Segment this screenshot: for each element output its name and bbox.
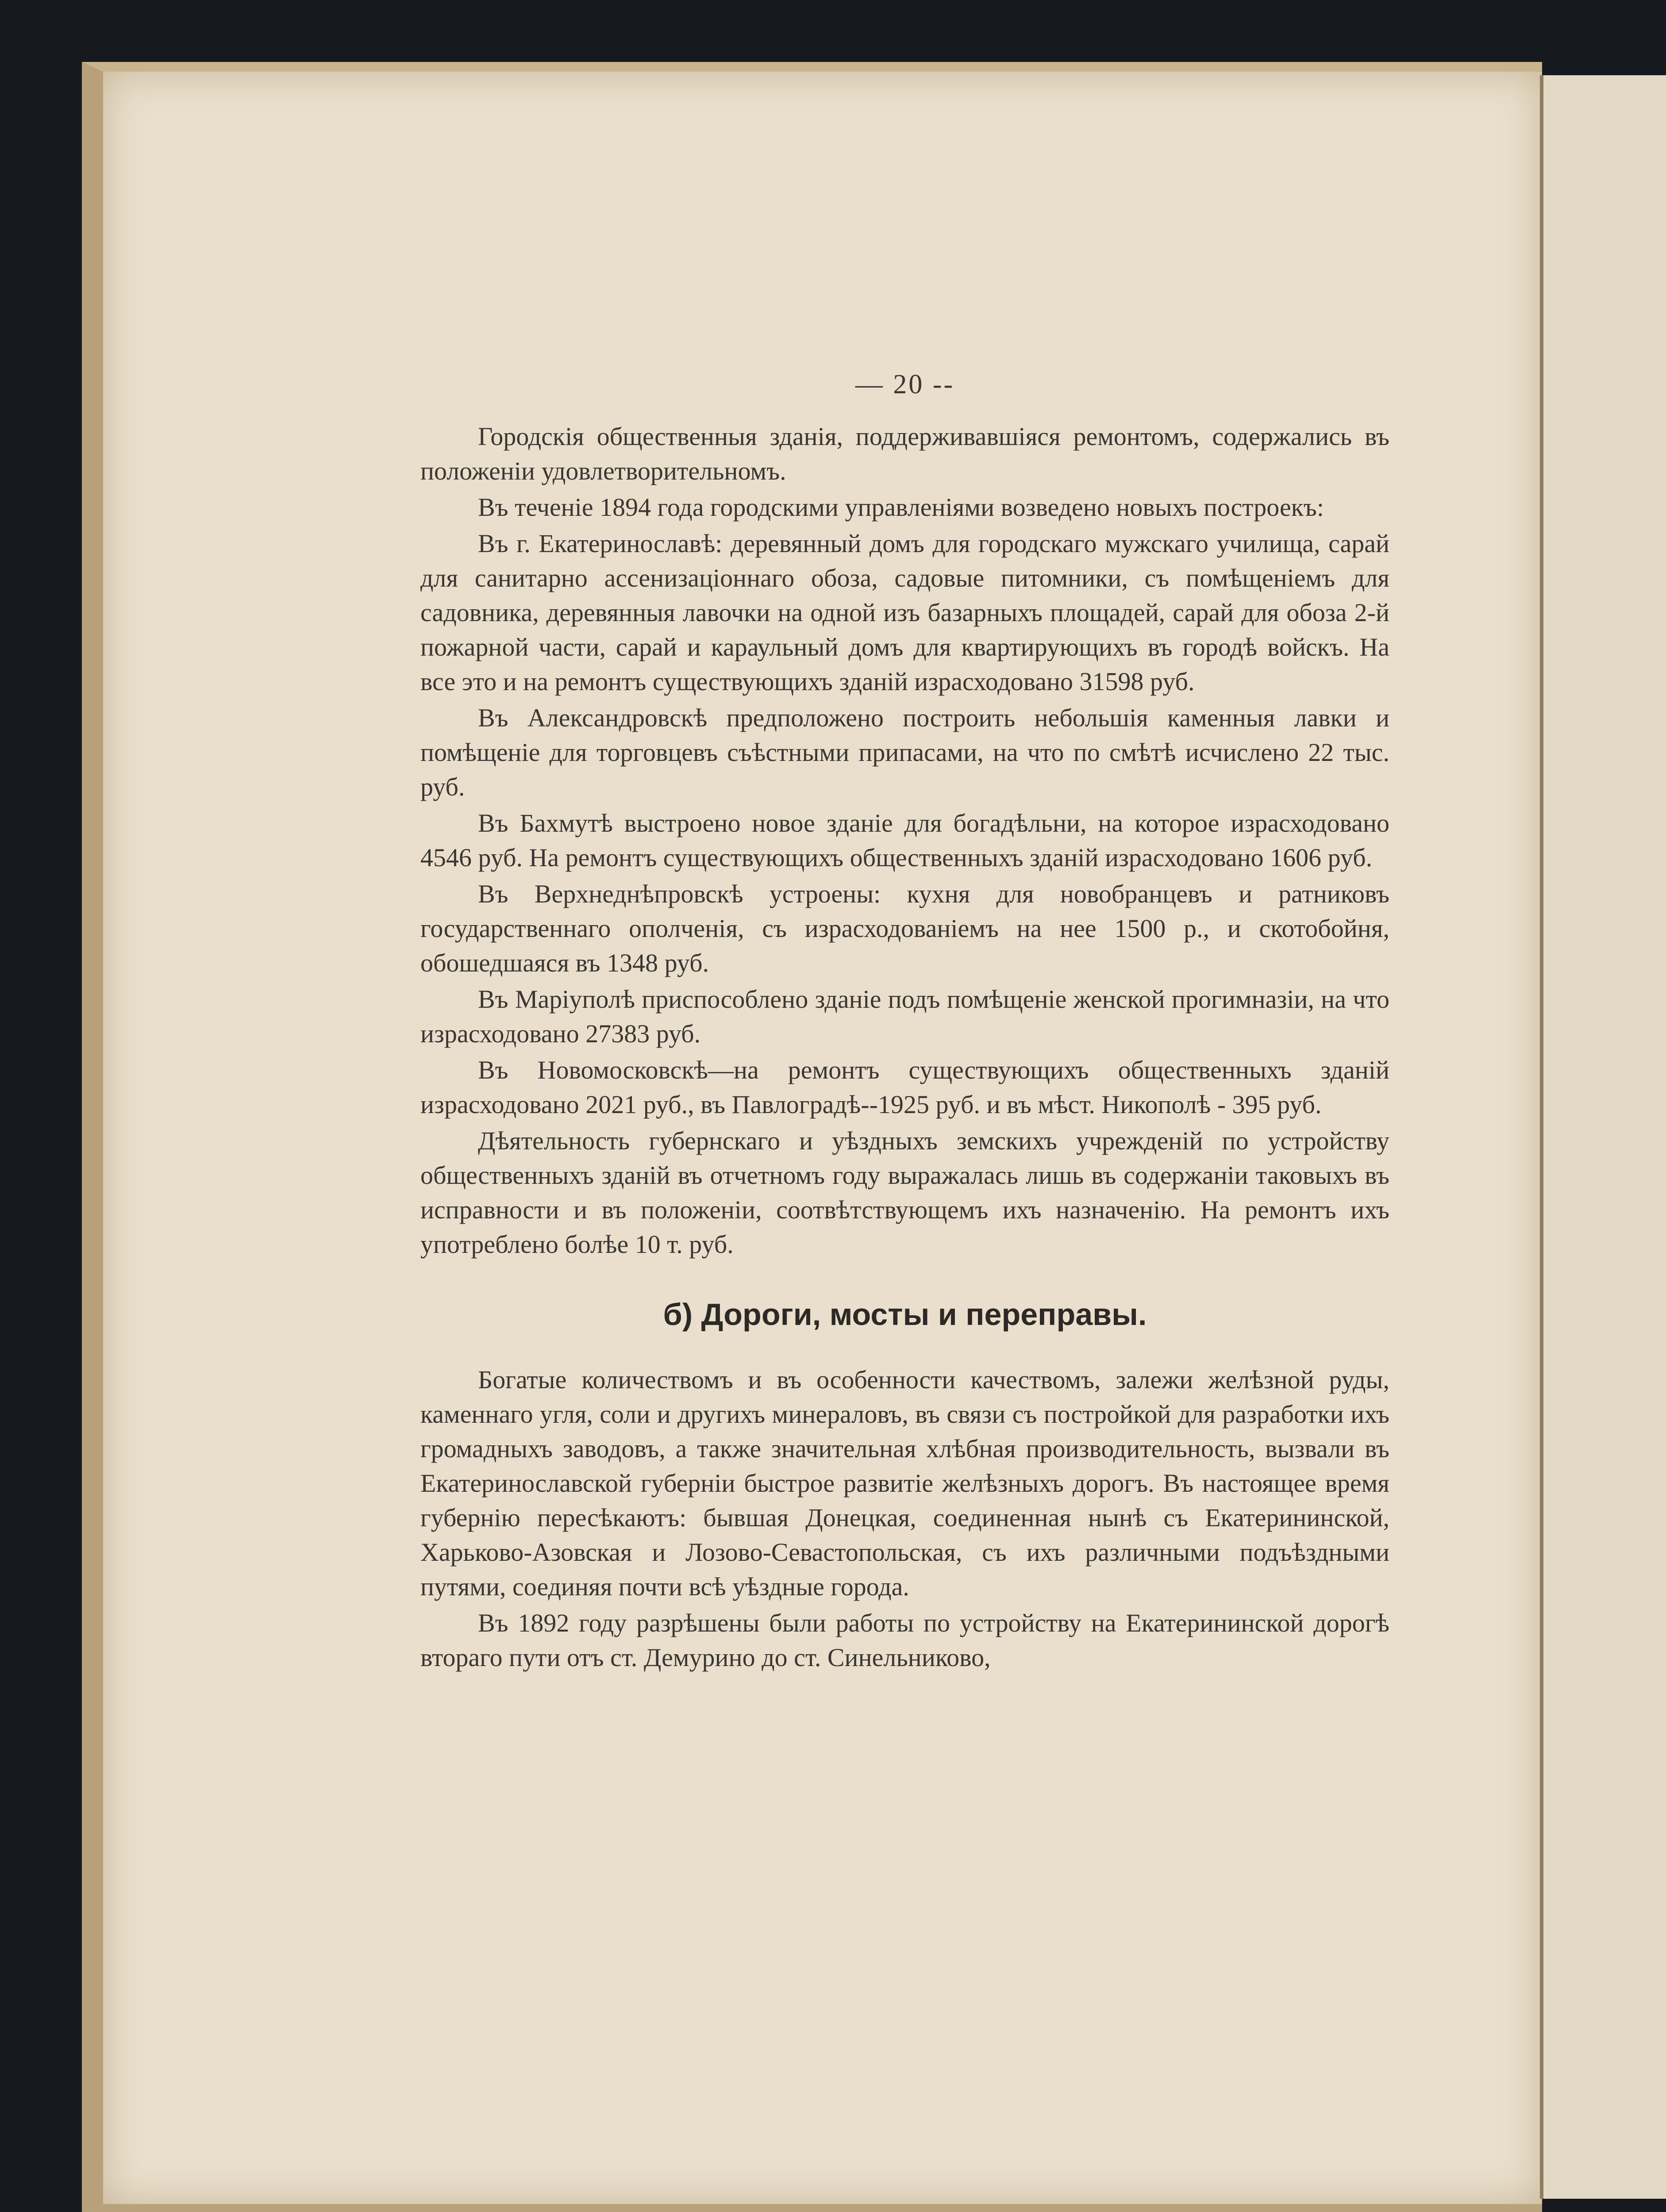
- paragraph: Въ 1892 году разрѣшены были работы по устройству на Екатерининской дорогѣ втораго пути отъ ст. Демурино до ст. Синельниково,: [420, 1609, 1389, 1672]
- paragraph: Богатые количествомъ и въ особенности качествомъ, залежи желѣзной руды, каменнаго угля, соли и другихъ минераловъ, въ связи съ постройкой для разработки ихъ громадныхъ заводовъ, а также значительная хлѣбная производительность, вызвали въ Екатеринославской губерніи быстрое развитіе желѣзныхъ дорогъ. Въ настоящее время губернію пересѣкаютъ: бывшая Донецкая, соединенная нынѣ съ Екатерининской, Харьково-Азовская и Лозово-Севастопольская, съ ихъ различными подъѣздными путями, соединяя почти всѣ уѣздные города.: [420, 1365, 1389, 1601]
- paragraph: Въ Александровскѣ предположено построить небольшія каменныя лавки и помѣщеніе для торговцевъ съѣстными припасами, на что по смѣтѣ исчислено 22 тыс. руб.: [420, 703, 1389, 801]
- page-text-block: [420, 367, 1389, 1677]
- paragraph: Въ Новомосковскѣ—на ремонтъ существующихъ общественныхъ зданій израсходовано 2021 руб., въ Павлоградѣ--1925 руб. и въ мѣст. Никополѣ - 395 руб.: [420, 1056, 1389, 1119]
- paragraph: Городскія общественныя зданія, поддерживавшіяся ремонтомъ, содержались въ положеніи удовлетворительномъ.: [420, 422, 1389, 485]
- paragraph: Въ г. Екатеринославѣ: деревянный домъ для городскаго мужскаго училища, сарай для санитарно ассенизаціоннаго обоза, садовые питомники, съ помѣщеніемъ для садовника, деревянныя лавочки на одной изъ базарныхъ площадей, сарай для обоза 2-й пожарной части, сарай и караульный домъ для квартирующихъ въ городѣ войскъ. На все это и на ремонтъ существующихъ зданій израсходовано 31598 руб.: [420, 529, 1389, 696]
- facing-page-edge: [1540, 75, 1666, 2199]
- paragraph: Въ Верхнеднѣпровскѣ устроены: кухня для новобранцевъ и ратниковъ государственнаго ополченія, съ израсходованіемъ на нее 1500 р., и скотобойня, обошедшаяся въ 1348 руб.: [420, 879, 1389, 977]
- paragraph: Дѣятельность губернскаго и уѣздныхъ земскихъ учрежденій по устройству общественныхъ зданій въ отчетномъ году выражалась лишь въ содержаніи таковыхъ въ исправности и въ положеніи, соотвѣтствующемъ ихъ назначенію. На ремонтъ ихъ употреблено болѣе 10 т. руб.: [420, 1126, 1389, 1259]
- paragraph: Въ Бахмутѣ выстроено новое зданіе для богадѣльни, на которое израсходовано 4546 руб. На ремонтъ существующихъ общественныхъ зданій израсходовано 1606 руб.: [420, 809, 1389, 872]
- section-heading: б) Дороги, мосты и переправы.: [663, 1297, 1147, 1332]
- paragraph: Въ Маріуполѣ приспособлено зданіе подъ помѣщеніе женской прогимназіи, на что израсходовано 27383 руб.: [420, 985, 1389, 1048]
- page-number: — 20 --: [855, 369, 955, 399]
- paragraph: Въ теченіе 1894 года городскими управленіями возведено новыхъ построекъ:: [478, 493, 1324, 522]
